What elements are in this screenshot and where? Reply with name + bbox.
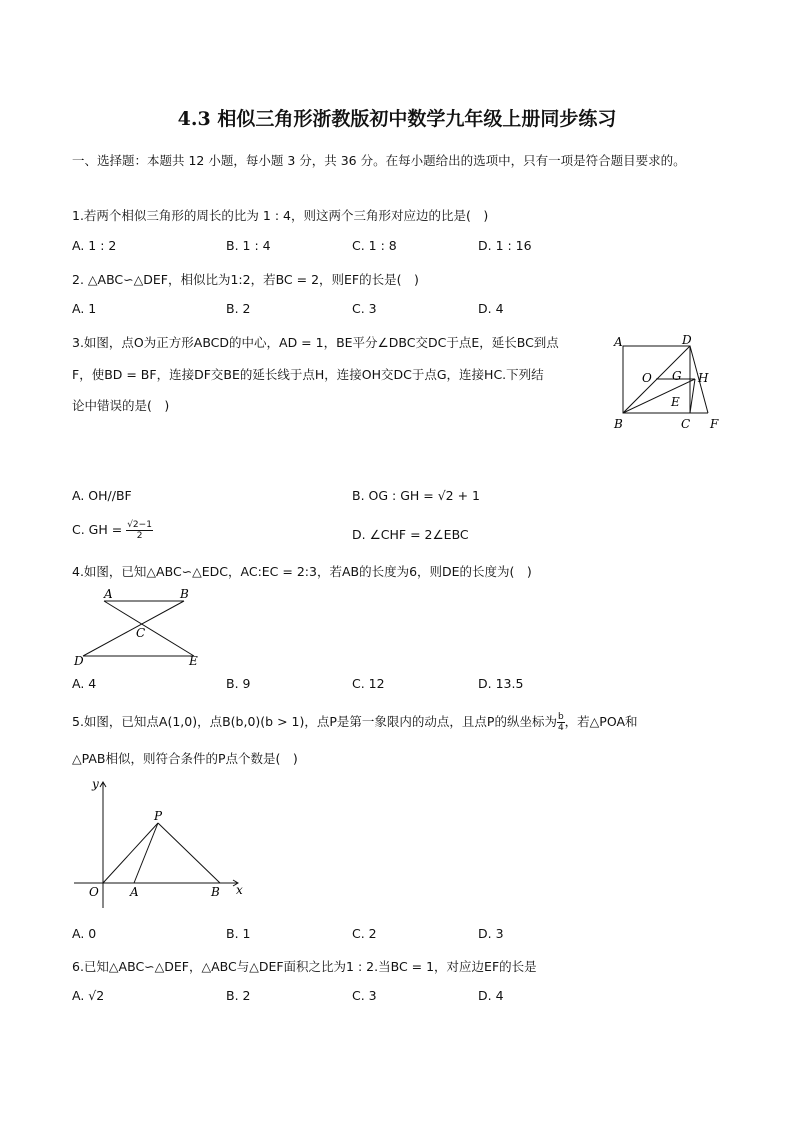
q6-option-b: B. 2 bbox=[226, 988, 251, 1003]
q1-option-b: B. 1 : 4 bbox=[226, 238, 271, 253]
segment-ap bbox=[134, 823, 158, 883]
q3-option-a: A. OH//BF bbox=[72, 488, 132, 503]
fig4-label-e: E bbox=[189, 654, 198, 667]
q2-option-d: D. 4 bbox=[478, 301, 504, 316]
fraction-denominator: 4 bbox=[557, 723, 564, 733]
section-heading: 一、选择题：本题共 12 小题，每小题 3 分，共 36 分。在每小题给出的选项中，只有一项是符合题目要求的。 bbox=[72, 153, 686, 168]
fig3-label-g: G bbox=[672, 369, 682, 383]
q5-text-start: 5.如图，已知点A(1,0)，点B(b,0)(b > 1)，点P是第一象限内的动点，且点P的纵坐标为 bbox=[72, 714, 557, 729]
q5-option-a: A. 0 bbox=[72, 926, 97, 941]
fraction-numerator: √2−1 bbox=[127, 520, 152, 530]
fig4-label-d: D bbox=[74, 654, 84, 667]
page-title: 4.3 相似三角形浙教版初中数学九年级上册同步练习 bbox=[177, 108, 617, 130]
fig3-label-d: D bbox=[682, 333, 692, 347]
fig3-label-b: B bbox=[614, 417, 623, 431]
q5-text-end: ，若△POA和 bbox=[564, 714, 638, 729]
fig4-label-a: A bbox=[104, 587, 113, 601]
q3-option-b: B. OG : GH = √2 + 1 bbox=[352, 488, 481, 503]
segment-pb bbox=[158, 823, 220, 883]
question-5-line-1 bbox=[72, 712, 638, 733]
q4-option-b: B. 9 bbox=[226, 676, 251, 691]
fig5-label-o: O bbox=[89, 885, 99, 899]
question-3-line-3: 论中错误的是( ) bbox=[72, 398, 170, 413]
q5-coordinate-figure bbox=[70, 776, 250, 910]
fig5-label-x: x bbox=[236, 883, 243, 897]
fig3-label-a: A bbox=[614, 335, 623, 349]
q3-option-c bbox=[72, 520, 153, 541]
question-5-line-2: △PAB相似，则符合条件的P点个数是( ) bbox=[72, 751, 298, 766]
q6-option-c: C. 3 bbox=[352, 988, 377, 1003]
fig5-label-b: B bbox=[211, 885, 220, 899]
q1-option-a: A. 1 : 2 bbox=[72, 238, 117, 253]
fraction-denominator: 2 bbox=[136, 531, 143, 541]
line-bh bbox=[623, 379, 695, 413]
q4-option-c: C. 12 bbox=[352, 676, 385, 691]
question-1-stem: 1.若两个相似三角形的周长的比为 1 : 4，则这两个三角形对应边的比是( ) bbox=[72, 208, 489, 223]
fig5-label-a: A bbox=[130, 885, 139, 899]
q5-fraction bbox=[557, 712, 565, 733]
question-4-stem: 4.如图，已知△ABC∽△EDC，AC:EC = 2:3，若AB的长度为6，则DE的长度为( ) bbox=[72, 564, 532, 579]
q1-option-c: C. 1 : 8 bbox=[352, 238, 397, 253]
q2-option-b: B. 2 bbox=[226, 301, 251, 316]
q3-option-c-fraction bbox=[126, 520, 153, 541]
segment-ae bbox=[104, 601, 194, 656]
q2-option-c: C. 3 bbox=[352, 301, 377, 316]
question-3-line-1: 3.如图，点O为正方形ABCD的中心，AD = 1，BE平分∠DBC交DC于点E，延长BC到点 bbox=[72, 335, 559, 350]
question-3-line-2: F，使BD = BF，连接DF交BE的延长线于点H，连接OH交DC于点G，连接HC.下列结 bbox=[72, 367, 544, 382]
q5-option-c: C. 2 bbox=[352, 926, 377, 941]
q1-option-d: D. 1 : 16 bbox=[478, 238, 532, 253]
fig4-label-c: C bbox=[136, 626, 146, 640]
q6-option-a: A. √2 bbox=[72, 988, 105, 1003]
q3-option-c-label: C. GH = bbox=[72, 522, 127, 537]
q4-option-d: D. 13.5 bbox=[478, 676, 524, 691]
segment-bd bbox=[83, 601, 184, 656]
q6-option-d: D. 4 bbox=[478, 988, 504, 1003]
fig3-label-e: E bbox=[671, 395, 680, 409]
fig5-label-y: y bbox=[92, 777, 99, 791]
question-2-stem: 2. △ABC∽△DEF，相似比为1:2，若BC = 2，则EF的长是( ) bbox=[72, 272, 419, 287]
line-hc bbox=[690, 379, 695, 413]
q3-square-figure bbox=[608, 332, 728, 434]
fraction-numerator: b bbox=[557, 712, 564, 722]
q5-option-d: D. 3 bbox=[478, 926, 504, 941]
q5-option-b: B. 1 bbox=[226, 926, 251, 941]
question-6-stem: 6.已知△ABC∽△DEF，△ABC与△DEF面积之比为1 : 2.当BC = 1，对应边EF的长是 bbox=[72, 959, 537, 974]
fig3-label-c: C bbox=[681, 417, 691, 431]
q2-option-a: A. 1 bbox=[72, 301, 97, 316]
fig4-label-b: B bbox=[180, 587, 189, 601]
q4-option-a: A. 4 bbox=[72, 676, 97, 691]
fig3-label-f: F bbox=[710, 417, 719, 431]
q3-option-d: D. ∠CHF = 2∠EBC bbox=[352, 527, 469, 542]
segment-op bbox=[103, 823, 158, 883]
fig3-label-h: H bbox=[698, 371, 709, 385]
fig3-label-o: O bbox=[642, 371, 652, 385]
q4-triangles-figure bbox=[70, 585, 210, 667]
fig5-label-p: P bbox=[154, 809, 163, 823]
